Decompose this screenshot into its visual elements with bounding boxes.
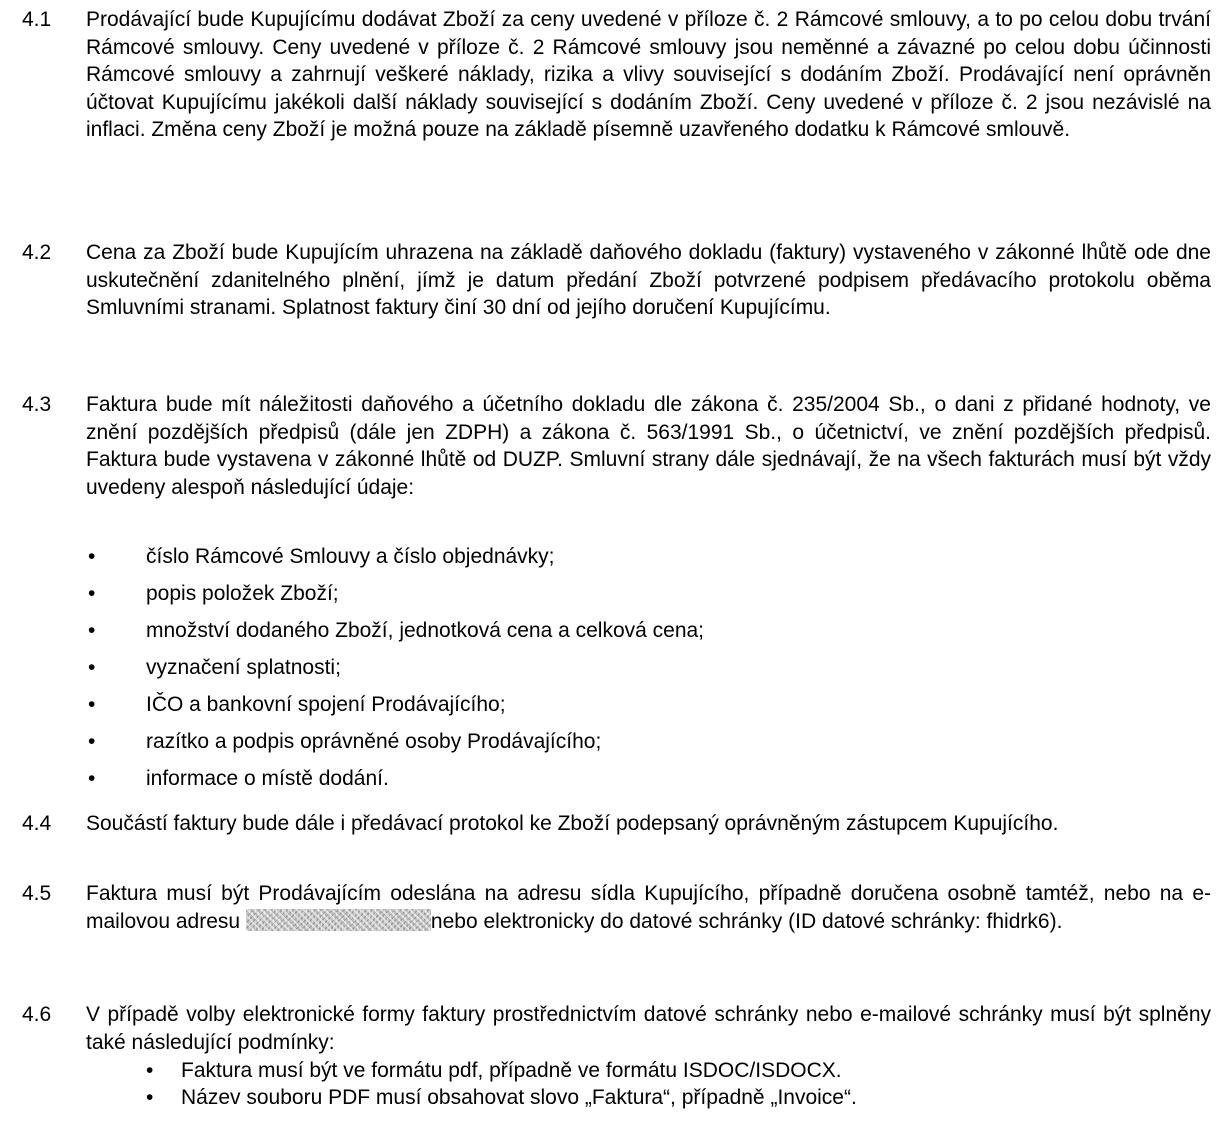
list-item-text: vyznačení splatnosti; (146, 656, 341, 679)
list-item-text: číslo Rámcové Smlouvy a číslo objednávky; (146, 545, 555, 568)
clause-number: 4.1 (22, 8, 52, 31)
bullet-icon: • (88, 545, 96, 568)
list-item-text: IČO a bankovní spojení Prodávajícího; (146, 693, 506, 716)
clause-number: 4.2 (22, 241, 52, 264)
clause-text: V případě volby elektronické formy faktury prostřednictvím datové schránky nebo e-mailové schránky musí být splněny také následující podmínky: (86, 1003, 1211, 1054)
clause-text: Součástí faktury bude dále i předávací protokol ke Zboží podepsaný oprávněným zástupcem Kupujícího. (86, 812, 1059, 835)
list-item-text: Název souboru PDF musí obsahovat slovo „Faktura“, případně „Invoice“. (181, 1086, 857, 1109)
bullet-icon: • (88, 619, 96, 642)
bullet-icon: • (88, 693, 96, 716)
list-item-text: popis položek Zboží; (146, 582, 339, 605)
bullet-icon: • (146, 1059, 154, 1082)
clause-number: 4.4 (22, 812, 52, 835)
clause-text-part: Faktura musí být Prodávajícím odeslána na adresu sídla Kupujícího, případně doručena osobně tamtéž, nebo na e-mailovou adresu (86, 882, 1211, 933)
bullet-icon: • (88, 767, 96, 790)
clause-text: Prodávající bude Kupujícímu dodávat Zboží za ceny uvedené v příloze č. 2 Rámcové smlouvy, a to po celou dobu trvání Rámcové smlouvy. Ceny uvedené v příloze č. 2 Rámcové smlouvy jsou neměnné a závazné po celou dobu účinnosti Rámcové smlouvy a zahrnují veškeré náklady, rizika a vlivy související s dodáním Zboží. Prodávající není oprávněn účtovat Kupujícímu jakékoli další náklady související s dodáním Zboží. Ceny uvedené v příloze č. 2 jsou nezávislé na inflaci. Změna ceny Zboží je možná pouze na základě písemně uzavřeného dodatku k Rámcové smlouvě. (86, 8, 1211, 141)
bullet-icon: • (146, 1086, 154, 1109)
list-item-text: Faktura musí být ve formátu pdf, případně ve formátu ISDOC/ISDOCX. (181, 1059, 842, 1082)
bullet-icon: • (88, 730, 96, 753)
bullet-icon: • (88, 582, 96, 605)
clause-text-part: nebo elektronicky do datové schránky (ID datové schránky: fhidrk6). (430, 909, 1063, 933)
list-item-text: informace o místě dodání. (146, 767, 389, 790)
clause-text: Cena za Zboží bude Kupujícím uhrazena na základě daňového dokladu (faktury) vystaveného v zákonné lhůtě ode dne uskutečnění zdanitelného plnění, jímž je datum předání Zboží potvrzené podpisem předávacího protokolu oběma Smluvními stranami. Splatnost faktury činí 30 dní od jejího doručení Kupujícímu. (86, 241, 1211, 319)
clause-text (86, 880, 1211, 935)
list-item-text: razítko a podpis oprávněné osoby Prodávajícího; (146, 730, 602, 753)
list-item-text: množství dodaného Zboží, jednotková cena a celková cena; (146, 619, 705, 642)
bullet-icon: • (88, 656, 96, 679)
clause-number: 4.5 (22, 882, 52, 905)
clause-number: 4.3 (22, 393, 52, 416)
clause-number: 4.6 (22, 1003, 52, 1026)
redacted-email-block (246, 909, 431, 931)
clause-text: Faktura bude mít náležitosti daňového a účetního dokladu dle zákona č. 235/2004 Sb., o dani z přidané hodnoty, ve znění pozdějších předpisů (dále jen ZDPH) a zákona č. 563/1991 Sb., o účetnictví, ve znění pozdějších předpisů. Faktura bude vystavena v zákonné lhůtě od DUZP. Smluvní strany dále sjednávají, že na všech fakturách musí být vždy uvedeny alespoň následující údaje: (86, 393, 1211, 499)
